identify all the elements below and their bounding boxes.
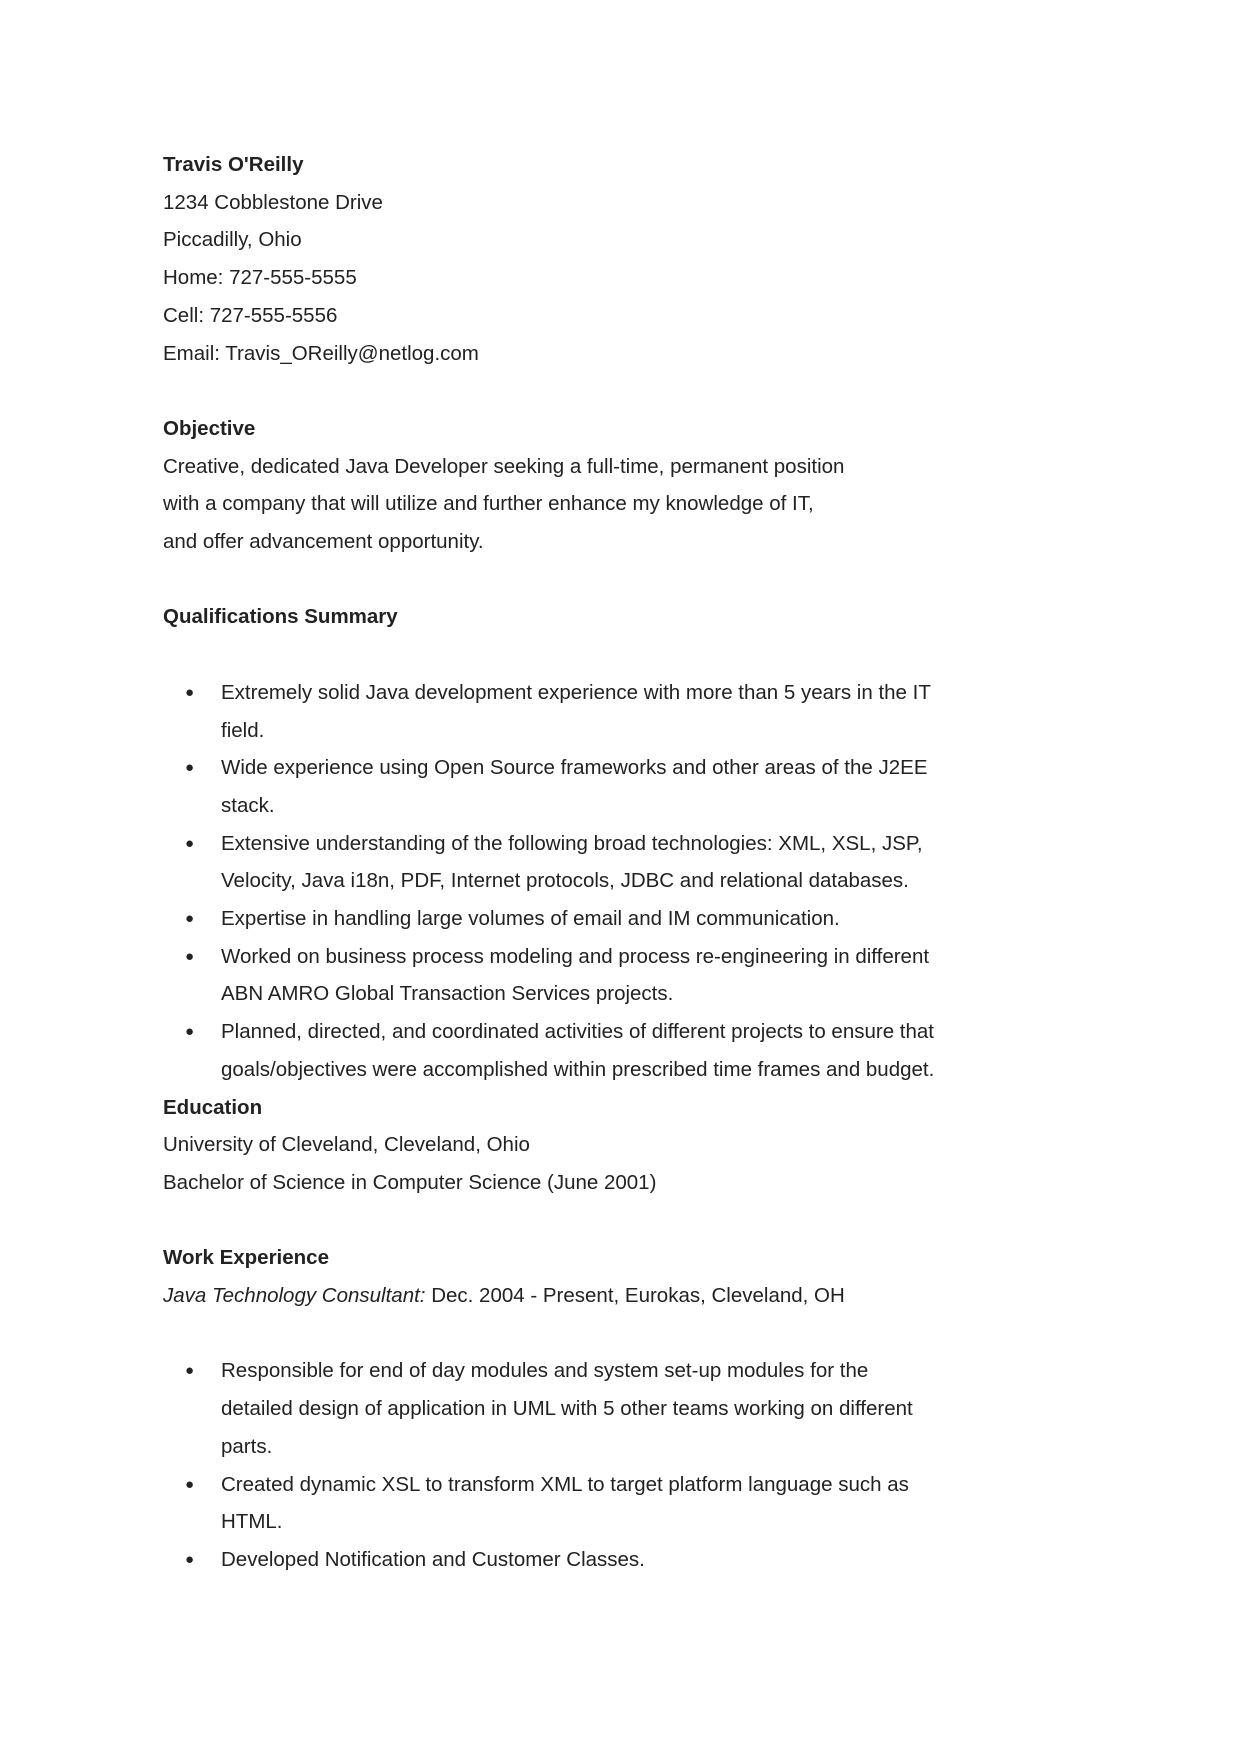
list-item — [163, 825, 953, 900]
list-item-text: Extremely solid Java development experience with more than 5 years in the IT field. — [221, 680, 931, 742]
job-title: Java Technology Consultant: — [163, 1284, 426, 1308]
list-item-text: Created dynamic XSL to transform XML to target platform language such as HTML. — [221, 1472, 909, 1534]
spacer — [163, 1202, 993, 1240]
education-degree: Bachelor of Science in Computer Science (June 2001) — [163, 1170, 657, 1194]
list-item-text: Extensive understanding of the following broad technologies: XML, XSL, JSP, Velocity, Java i18n, PDF, Internet protocols, JDBC and relational databases. — [221, 831, 923, 893]
spacer — [163, 1315, 993, 1353]
list-item-text: Responsible for end of day modules and system set-up modules for the detailed design of application in UML with 5 other teams working on different parts. — [221, 1359, 913, 1458]
resume-page — [163, 146, 993, 1579]
list-item — [163, 900, 953, 938]
list-item-text: Developed Notification and Customer Classes. — [221, 1547, 645, 1571]
education-school: University of Cleveland, Cleveland, Ohio — [163, 1133, 530, 1157]
bullet-icon: ● — [185, 910, 195, 928]
work-section — [163, 1239, 993, 1578]
objective-text: Creative, dedicated Java Developer seeking a full-time, permanent position with a company that will utilize and further enhance my knowledge of IT, and offer advancement opportunity. — [163, 454, 845, 554]
list-item — [163, 749, 953, 824]
list-item — [163, 1541, 923, 1579]
education-section — [163, 1089, 993, 1202]
cell-phone: Cell: 727-555-5556 — [163, 303, 338, 327]
spacer — [163, 372, 993, 410]
bullet-icon: ● — [185, 759, 195, 777]
list-item — [163, 1013, 953, 1088]
candidate-name: Travis O'Reilly — [163, 153, 304, 176]
bullet-icon: ● — [185, 834, 195, 852]
bullet-icon: ● — [185, 1475, 195, 1493]
list-item — [163, 938, 953, 1013]
home-phone: Home: 727-555-5555 — [163, 266, 357, 290]
spacer — [163, 561, 993, 599]
city-state: Piccadilly, Ohio — [163, 228, 302, 252]
list-item — [163, 1466, 923, 1541]
list-item-text: Wide experience using Open Source frameworks and other areas of the J2EE stack. — [221, 756, 928, 817]
job-line — [163, 1277, 993, 1315]
work-heading: Work Experience — [163, 1246, 329, 1270]
contact-block — [163, 146, 993, 372]
street-address: 1234 Cobblestone Drive — [163, 190, 383, 214]
qualifications-heading: Qualifications Summary — [163, 605, 398, 629]
job-details: Dec. 2004 - Present, Eurokas, Cleveland, OH — [425, 1284, 845, 1308]
bullet-icon: ● — [185, 1023, 195, 1041]
spacer — [163, 636, 993, 674]
list-item-text: Planned, directed, and coordinated activities of different projects to ensure that goals/objectives were accomplished within prescribed time frames and budget. — [221, 1020, 935, 1081]
list-item-text: Expertise in handling large volumes of email and IM communication. — [221, 907, 840, 931]
objective-section — [163, 410, 993, 561]
qualifications-list — [163, 674, 953, 1089]
qualifications-section — [163, 598, 993, 1088]
bullet-icon: ● — [185, 1362, 195, 1380]
list-item — [163, 1352, 923, 1465]
education-heading: Education — [163, 1095, 263, 1119]
bullet-icon: ● — [185, 1550, 195, 1568]
list-item — [163, 674, 953, 749]
list-item-text: Worked on business process modeling and process re-engineering in different ABN AMRO Global Transaction Services projects. — [221, 944, 930, 1006]
bullet-icon: ● — [185, 683, 195, 701]
objective-heading: Objective — [163, 416, 256, 440]
work-list — [163, 1352, 923, 1578]
email-address: Email: Travis_OReilly@netlog.com — [163, 341, 479, 365]
bullet-icon: ● — [185, 947, 195, 965]
